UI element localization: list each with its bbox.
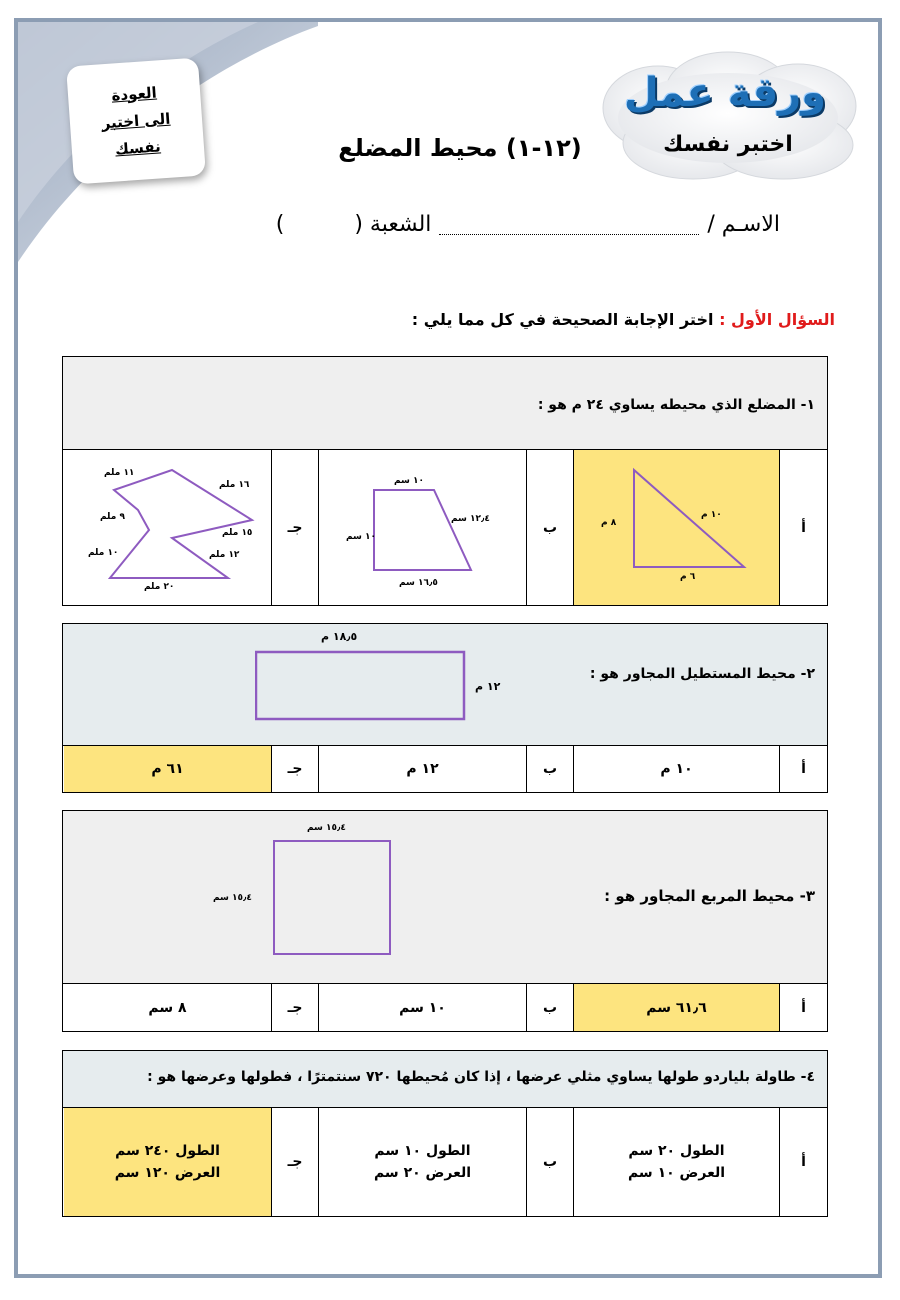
q3-option-c[interactable]: ٨ سم [148, 999, 187, 1016]
question-4-header [63, 1051, 827, 1108]
q2-option-b[interactable]: ١٢ م [318, 746, 526, 792]
lesson-title: (١٢-١) محيط المضلع [338, 134, 582, 162]
q4-option-a[interactable] [573, 1108, 779, 1216]
q4-option-a-width: العرض ١٠ سم [627, 1165, 726, 1181]
q3-label-a: أ [779, 984, 827, 1031]
section-close: ) [275, 212, 285, 237]
polygon-side-3-label: ٩ ملم [100, 512, 125, 522]
q4-option-a-length: الطول ٢٠ سم [628, 1143, 725, 1159]
q1-option-b-trapezoid[interactable] [318, 450, 526, 605]
polygon-side-2-label: ١٦ ملم [219, 480, 250, 490]
worksheet-logo: ورقة عمل [623, 70, 827, 116]
trapezoid-bottom-label: ١٦٫٥ سم [399, 578, 438, 588]
question-3-text: ٣- محيط المربع المجاور هو : [604, 887, 815, 905]
question-3-header [63, 811, 827, 984]
q3-label-b: ب [526, 984, 573, 1031]
q2-label-a: أ [779, 746, 827, 792]
q1-label-b: ب [526, 450, 573, 605]
triangle-side-b-label: ١٠ م [701, 510, 722, 520]
q2-label-b: ب [526, 746, 573, 792]
trapezoid-left-label: ١٠ سم [346, 532, 377, 542]
back-link-line-1[interactable]: العودة [110, 83, 158, 105]
question-1-header [63, 357, 827, 450]
name-field[interactable] [439, 234, 699, 235]
question-4-text: ٤- طاولة بلياردو طولها يساوي مثلي عرضها ، إذا كان مُحيطها ٧٢٠ سنتمترًا ، فطولها وعرضها هو : [147, 1069, 815, 1085]
q1-label-a: أ [779, 450, 827, 605]
name-label: الاسـم / [707, 212, 780, 237]
trapezoid-right-label: ١٢٫٤ سم [451, 514, 490, 524]
student-info-line [200, 212, 780, 237]
question-2-text: ٢- محيط المستطيل المجاور هو : [589, 666, 815, 682]
q3-label-c: جـ [271, 984, 318, 1031]
question-intro-label: السؤال الأول : [719, 310, 835, 329]
question-intro [380, 310, 835, 329]
question-1-table [62, 356, 828, 606]
q4-label-b: ب [526, 1108, 573, 1216]
question-2-header [63, 624, 827, 746]
q4-label-c: جـ [271, 1108, 318, 1216]
question-1-text: ١- المضلع الذي محيطه يساوي ٢٤ م هو : [537, 397, 815, 413]
q3-option-a[interactable]: ٦١٫٦ سم [573, 984, 779, 1031]
q4-option-c-length: الطول ٢٤٠ سم [115, 1143, 220, 1159]
q1-option-a-triangle[interactable] [573, 450, 779, 605]
section-label: الشعبة ( [354, 212, 432, 237]
square-side-label: ١٥٫٤ سم [213, 893, 252, 903]
q2-label-c: جـ [271, 746, 318, 792]
back-link-line-2[interactable]: الى اختبر [101, 109, 171, 132]
polygon-side-6-label: ١٢ ملم [209, 550, 240, 560]
square-top-label: ١٥٫٤ سم [307, 823, 346, 833]
triangle-side-a-label: ٨ م [601, 518, 617, 528]
trapezoid-top-label: ١٠ سم [394, 476, 425, 486]
polygon-side-4-label: ١٥ ملم [222, 528, 253, 538]
question-4-table [62, 1050, 828, 1217]
q2-option-c[interactable]: ٦١ م [64, 746, 271, 792]
polygon-side-5-label: ١٠ ملم [88, 548, 119, 558]
back-to-test-link[interactable] [66, 58, 206, 185]
rectangle-height-label: ١٢ م [475, 680, 501, 693]
q4-option-b[interactable] [318, 1108, 526, 1216]
q4-option-b-width: العرض ٢٠ سم [373, 1165, 472, 1181]
question-3-table [62, 810, 828, 1032]
q4-option-b-length: الطول ١٠ سم [374, 1143, 471, 1159]
rectangle-width-label: ١٨٫٥ م [321, 630, 358, 643]
polygon-side-7-label: ٢٠ ملم [144, 582, 175, 592]
q4-option-c[interactable] [64, 1108, 271, 1216]
q3-option-b[interactable]: ١٠ سم [318, 984, 526, 1031]
question-2-table [62, 623, 828, 793]
back-link-line-3[interactable]: نفسك [114, 136, 162, 159]
q1-label-c: جـ [271, 450, 318, 605]
q2-option-a[interactable]: ١٠ م [573, 746, 779, 792]
q4-option-c-width: العرض ١٢٠ سم [114, 1165, 221, 1181]
q4-label-a: أ [779, 1108, 827, 1216]
polygon-side-1-label: ١١ ملم [104, 468, 135, 478]
triangle-side-c-label: ٦ م [680, 572, 696, 582]
rectangle-figure [255, 650, 467, 722]
test-yourself-title: اختبر نفسك [663, 132, 793, 157]
q1-option-c-polygon[interactable] [64, 450, 271, 605]
square-figure [273, 839, 393, 957]
question-intro-text: اختر الإجابة الصحيحة في كل مما يلي : [411, 310, 714, 329]
